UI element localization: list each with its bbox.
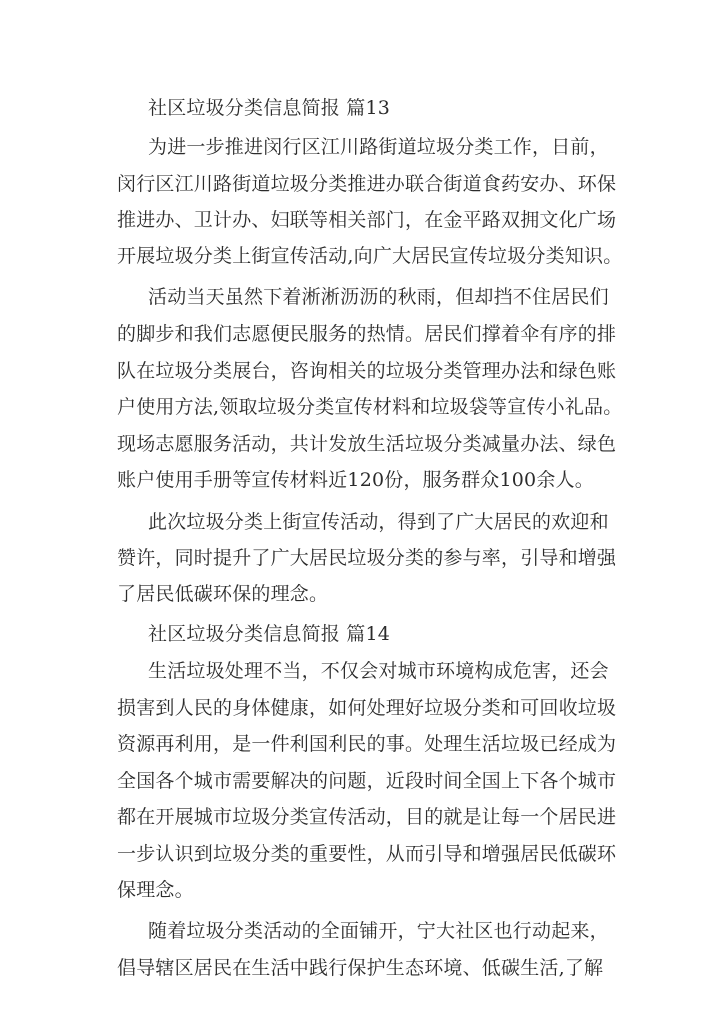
paragraph-line: 一步认识到垃圾分类的重要性，从而引导和增强居民低碳环	[117, 843, 617, 865]
paragraph-line: 全国各个城市需要解决的问题，近段时间全国上下各个城市	[117, 770, 617, 792]
paragraph-line: 赞许，同时提升了广大居民垃圾分类的参与率，引导和增强	[117, 547, 617, 569]
section-heading-14: 社区垃圾分类信息简报 篇14	[148, 623, 391, 645]
paragraph-line: 损害到人民的身体健康，如何处理好垃圾分类和可回收垃圾	[117, 697, 617, 719]
paragraph-line: 资源再利用，是一件利国利民的事。处理生活垃圾已经成为	[117, 733, 617, 755]
paragraph-line: 闵行区江川路街道垃圾分类推进办联合街道食药安办、环保	[117, 173, 617, 195]
paragraph-line: 为进一步推进闵行区江川路街道垃圾分类工作，日前，	[148, 136, 609, 158]
paragraph-line: 账户使用手册等宣传材料近120份，服务群众100余人。	[117, 469, 594, 491]
paragraph-line: 推进办、卫计办、妇联等相关部门，在金平路双拥文化广场	[117, 209, 617, 231]
paragraph-line: 生活垃圾处理不当，不仅会对城市环境构成危害，还会	[148, 660, 609, 682]
paragraph-line: 户使用方法,领取垃圾分类宣传材料和垃圾袋等宣传小礼品。	[117, 396, 623, 418]
paragraph-line: 队在垃圾分类展台，咨询相关的垃圾分类管理办法和绿色账	[117, 360, 617, 382]
paragraph-line: 活动当天虽然下着淅淅沥沥的秋雨，但却挡不住居民们	[148, 286, 609, 308]
paragraph-line: 倡导辖区居民在生活中践行保护生态环境、低碳生活,了解	[117, 957, 604, 979]
paragraph-line: 都在开展城市垃圾分类宣传活动，目的就是让每一个居民进	[117, 806, 617, 828]
section-heading-13: 社区垃圾分类信息简报 篇13	[148, 97, 391, 119]
paragraph-line: 随着垃圾分类活动的全面铺开，宁大社区也行动起来，	[148, 920, 609, 942]
paragraph-line: 此次垃圾分类上街宣传活动，得到了广大居民的欢迎和	[148, 511, 609, 533]
paragraph-line: 开展垃圾分类上街宣传活动,向广大居民宣传垃圾分类知识。	[117, 245, 623, 267]
paragraph-line: 保理念。	[117, 879, 194, 901]
paragraph-line: 的脚步和我们志愿便民服务的热情。居民们撑着伞有序的排	[117, 323, 617, 345]
paragraph-line: 现场志愿服务活动，共计发放生活垃圾分类减量办法、绿色	[117, 433, 617, 455]
paragraph-line: 了居民低碳环保的理念。	[117, 583, 329, 605]
